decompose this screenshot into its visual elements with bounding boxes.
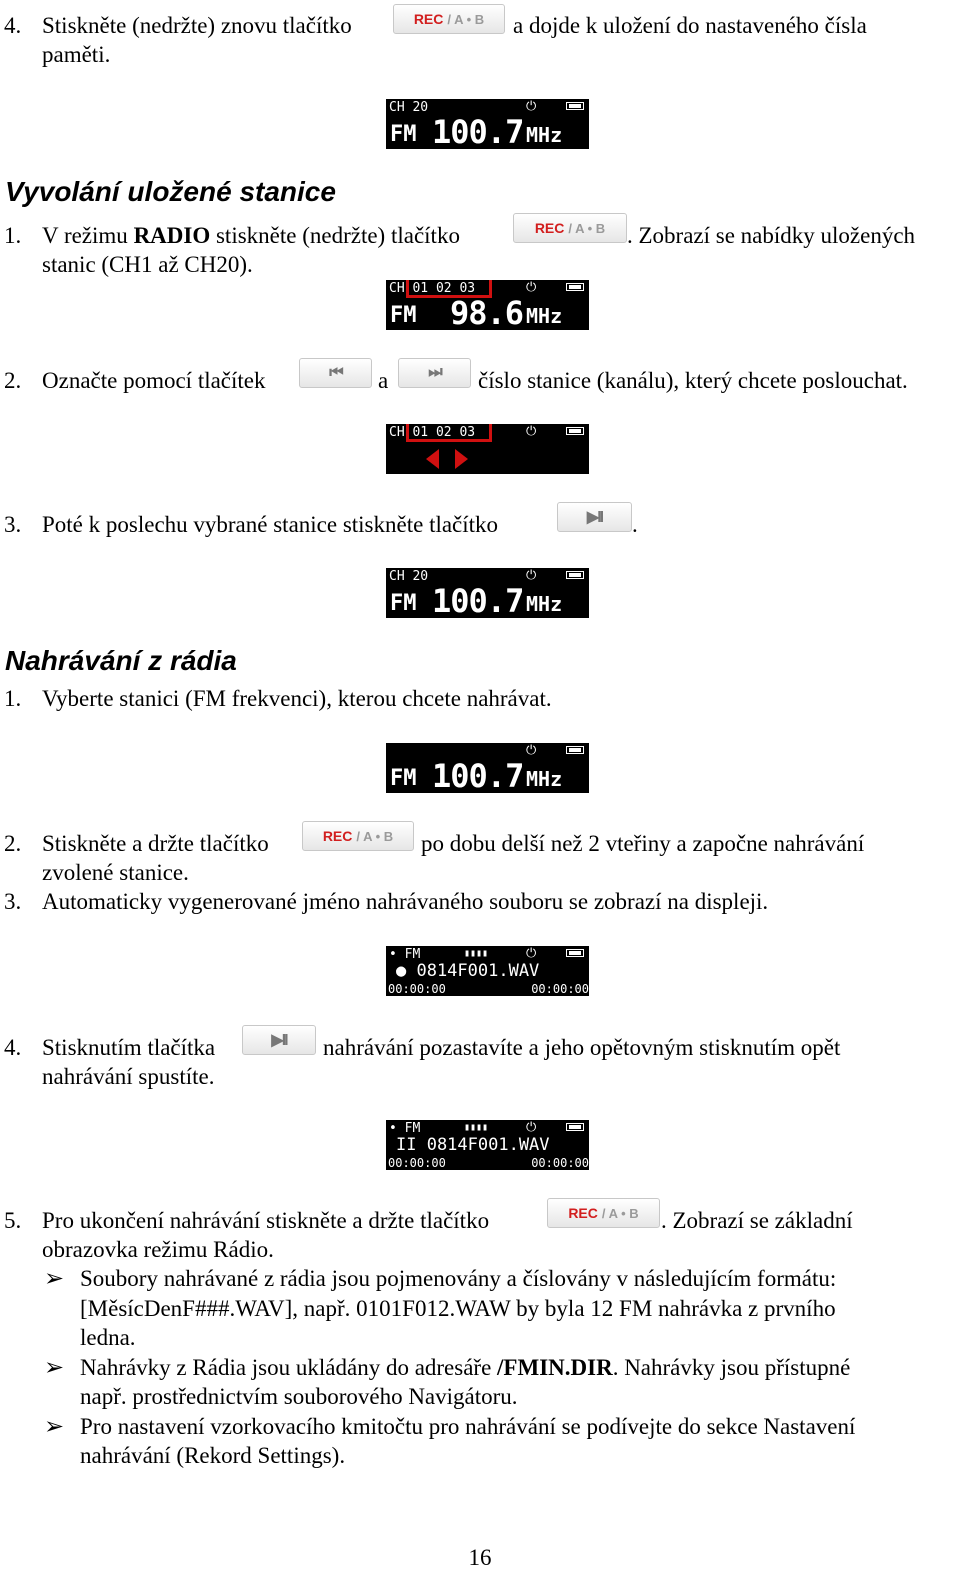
bullet-arrow-icon: ➢ — [44, 1266, 65, 1292]
total-time: 00:00:00 — [531, 982, 589, 996]
step-text: . Zobrazí se nabídky uložených — [627, 223, 916, 248]
step-text: paměti. — [42, 42, 111, 67]
rec-label: REC — [534, 220, 565, 236]
step-text: Pro ukončení nahrávání stiskněte a držte tlačítko — [42, 1208, 490, 1233]
ab-label: / A • B — [568, 220, 606, 236]
step-text: Stisknutím tlačítka — [42, 1035, 216, 1060]
rec-ab-button — [393, 4, 505, 34]
elapsed-time: 00:00:00 — [388, 1156, 446, 1170]
bullet-text: nahrávání (Rekord Settings). — [80, 1443, 346, 1468]
frequency-value: 98.6 — [450, 294, 524, 330]
band-label: FM — [390, 766, 417, 791]
section-heading: Nahrávání z rádia — [5, 645, 237, 676]
section-heading: Vyvolání uložené stanice — [5, 176, 336, 207]
step-number: 2. — [4, 831, 22, 856]
channel-list: CH 01 02 03 — [389, 281, 476, 296]
step-text: Automaticky vygenerované jméno nahrávaného souboru se zobrazí na displeji. — [42, 889, 769, 914]
ab-label: / A • B — [356, 828, 394, 844]
battery-icon — [566, 427, 584, 435]
bullet-text: Nahrávky z Rádia jsou ukládány do adresáře /FMIN.DIR. Nahrávky jsou přístupné — [80, 1355, 851, 1380]
band-label: • FM — [389, 947, 421, 962]
next-icon: ⏭ — [428, 364, 441, 381]
level-meter: ▮▮▮▮ — [464, 1122, 489, 1133]
channel-label: CH 20 — [389, 100, 429, 115]
step-text: Vyberte stanici (FM frekvenci), kterou chcete nahrávat. — [42, 686, 552, 711]
step-text: číslo stanice (kanálu), který chcete poslouchat. — [478, 368, 908, 393]
step-number: 4. — [4, 1035, 22, 1060]
step-text: a — [378, 368, 389, 393]
lcd-display-fm — [386, 99, 589, 149]
play-pause-icon: ▶II — [586, 509, 603, 526]
power-icon: ⏻ — [526, 743, 537, 758]
power-icon: ⏻ — [526, 1120, 537, 1135]
arrow-left-icon — [426, 449, 439, 469]
lcd-display-fm — [386, 743, 589, 793]
ab-label: / A • B — [601, 1205, 639, 1221]
step-text: . — [632, 512, 638, 537]
rec-label: REC — [568, 1205, 598, 1221]
step-text: nahrávání pozastavíte a jeho opětovným stisknutím opět — [323, 1035, 841, 1060]
band-label: FM — [390, 303, 417, 328]
frequency-value: 100.7 — [432, 757, 524, 793]
unit-label: MHz — [526, 123, 563, 147]
step-text: obrazovka režimu Rádio. — [42, 1237, 274, 1262]
step-text: Poté k poslechu vybrané stanice stiskněte tlačítko — [42, 512, 499, 537]
band-label: • FM — [389, 1121, 421, 1136]
frequency-value: 100.7 — [432, 582, 524, 618]
step-text: V režimu RADIO stiskněte (nedržte) tlačítko — [42, 223, 460, 248]
play-pause-button — [557, 502, 632, 532]
battery-icon — [566, 1123, 584, 1131]
total-time: 00:00:00 — [531, 1156, 589, 1170]
step-text: . Zobrazí se základní — [661, 1208, 853, 1233]
lcd-display-channel-list — [386, 280, 589, 330]
bullet-text: Soubory nahrávané z rádia jsou pojmenovány a číslovány v následujícím formátu: — [80, 1266, 837, 1291]
step-number: 5. — [4, 1208, 22, 1233]
power-icon: ⏻ — [526, 280, 537, 295]
bullet-text: [MěsícDenF###.WAV], např. 0101F012.WAW by byla 12 FM nahrávka z prvního — [80, 1296, 836, 1321]
bullet-arrow-icon: ➢ — [44, 1414, 65, 1440]
step-text: po dobu delší než 2 vteřiny a započne nahrávání — [421, 831, 865, 856]
battery-icon — [566, 283, 584, 291]
level-meter: ▮▮▮▮ — [464, 948, 489, 959]
step-text: zvolené stanice. — [42, 860, 189, 885]
bullet-text: ledna. — [80, 1325, 136, 1350]
file-name: II 0814F001.WAV — [396, 1135, 550, 1155]
previous-icon: ⏮ — [329, 364, 342, 381]
power-icon: ⏻ — [526, 99, 537, 114]
battery-icon — [566, 102, 584, 110]
rec-label: REC — [322, 828, 353, 844]
band-label: FM — [390, 122, 417, 147]
step-number: 3. — [4, 889, 22, 914]
lcd-display-recording — [386, 946, 589, 996]
rec-ab-button — [302, 821, 414, 851]
lcd-display-channel-select — [386, 424, 589, 474]
battery-icon — [566, 746, 584, 754]
step-text: a dojde k uložení do nastaveného čísla — [513, 13, 867, 38]
play-pause-button — [242, 1025, 316, 1055]
lcd-display-paused — [386, 1120, 589, 1170]
step-text: Označte pomocí tlačítek — [42, 368, 266, 393]
next-button — [398, 358, 471, 388]
step-number: 3. — [4, 512, 22, 537]
step-number: 4. — [4, 13, 22, 38]
step-text: Stiskněte a držte tlačítko — [42, 831, 269, 856]
channel-list: CH 01 02 03 — [389, 425, 476, 440]
channel-label: CH 20 — [389, 569, 429, 584]
bullet-arrow-icon: ➢ — [44, 1355, 65, 1381]
arrow-right-icon — [455, 449, 468, 469]
step-number: 1. — [4, 223, 22, 248]
unit-label: MHz — [526, 304, 563, 328]
frequency-value: 100.7 — [432, 113, 524, 149]
ab-label: / A • B — [447, 11, 485, 27]
power-icon: ⏻ — [526, 424, 537, 439]
battery-icon — [566, 949, 584, 957]
step-number: 1. — [4, 686, 22, 711]
elapsed-time: 00:00:00 — [388, 982, 446, 996]
play-pause-icon: ▶II — [271, 1032, 287, 1049]
rec-ab-button — [547, 1198, 660, 1228]
previous-button — [299, 358, 372, 388]
power-icon: ⏻ — [526, 946, 537, 961]
page-number: 16 — [468, 1545, 492, 1570]
step-text: Stiskněte (nedržte) znovu tlačítko — [42, 13, 352, 38]
band-label: FM — [390, 591, 417, 616]
unit-label: MHz — [526, 592, 563, 616]
lcd-display-fm — [386, 568, 589, 618]
power-icon: ⏻ — [526, 568, 537, 583]
step-text: stanic (CH1 až CH20). — [42, 252, 253, 277]
rec-label: REC — [413, 11, 444, 27]
step-number: 2. — [4, 368, 22, 393]
unit-label: MHz — [526, 767, 563, 791]
bullet-text: Pro nastavení vzorkovacího kmitočtu pro nahrávání se podívejte do sekce Nastavení — [80, 1414, 856, 1439]
step-text: nahrávání spustíte. — [42, 1064, 215, 1089]
battery-icon — [566, 571, 584, 579]
selection-frame — [406, 424, 492, 442]
file-name: ● 0814F001.WAV — [396, 961, 540, 981]
bullet-text: např. prostřednictvím souborového Navigátoru. — [80, 1384, 518, 1409]
rec-ab-button — [513, 213, 627, 243]
